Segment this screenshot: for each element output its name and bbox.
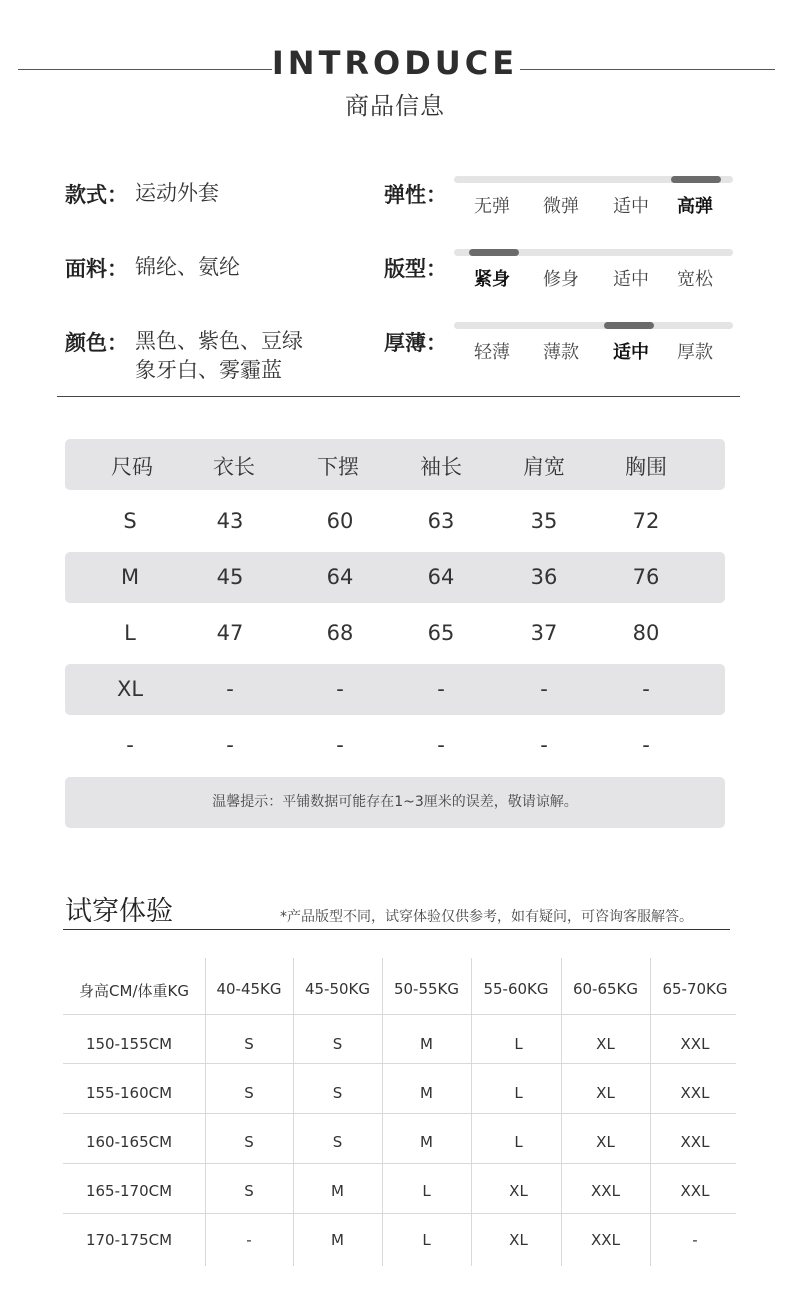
fit-table-header: 40-45KG: [216, 980, 282, 998]
fit-table-col-rule: [471, 958, 472, 1266]
fit-table-cell: M: [420, 1035, 433, 1053]
thickness-option: 薄款: [543, 342, 579, 363]
fit-table-header: 45-50KG: [304, 980, 371, 998]
fit-table-cell: XL: [509, 1231, 528, 1249]
fit-table-header: 50-55KG: [393, 980, 460, 998]
fit-section-rule: [63, 929, 730, 930]
color-label: 颜色：: [65, 331, 128, 355]
elasticity-label: 弹性：: [384, 183, 447, 207]
size-table-cell: 47: [216, 621, 244, 645]
fit-table-header: 身高CM/体重KG: [79, 982, 189, 1000]
size-table-header: 尺码: [111, 455, 153, 479]
size-table-cell: 65: [427, 621, 455, 645]
fit-table-cell: 155-160CM: [85, 1084, 173, 1102]
size-table-cell: -: [226, 733, 234, 757]
fit-table-cell: S: [332, 1084, 343, 1102]
size-table-header: 衣长: [213, 455, 255, 479]
cut-option: 修身: [543, 269, 579, 290]
size-table-cell: 45: [216, 565, 244, 589]
fit-table-cell: XXL: [680, 1133, 710, 1151]
fit-table-cell: S: [244, 1133, 254, 1151]
fit-table-cell: S: [244, 1084, 254, 1102]
fit-table-cell: 170-175CM: [85, 1231, 173, 1249]
fit-table-cell: XL: [596, 1035, 615, 1053]
cut-indicator: [469, 249, 519, 256]
page-subtitle: 商品信息: [345, 92, 445, 120]
size-table-cell: -: [126, 733, 134, 757]
size-table-cell: 64: [326, 565, 354, 589]
fit-section-note: *产品版型不同，试穿体验仅供参考，如有疑问，可咨询客服解答。: [280, 909, 693, 925]
fit-table-cell: S: [332, 1035, 343, 1053]
size-table-cell: -: [437, 677, 445, 701]
fit-table-cell: M: [331, 1231, 344, 1249]
elasticity-indicator: [671, 176, 721, 183]
size-table-cell: 60: [326, 509, 354, 533]
size-table-cell: L: [124, 621, 136, 645]
size-table-cell: -: [642, 733, 650, 757]
fit-table-cell: 150-155CM: [85, 1035, 173, 1053]
fit-table-cell: XXL: [591, 1182, 620, 1200]
fabric-value: 锦纶、氨纶: [135, 255, 240, 279]
fit-table-cell: M: [420, 1133, 433, 1151]
fit-table-col-rule: [205, 958, 206, 1266]
color-value-line2: 象牙白、雾霾蓝: [135, 358, 282, 382]
fit-table-cell: XXL: [591, 1231, 620, 1249]
size-table-cell: -: [336, 677, 344, 701]
fit-table-cell: 160-165CM: [85, 1133, 173, 1151]
size-table-cell: 64: [427, 565, 455, 589]
size-table-header: 袖长: [420, 455, 462, 479]
fit-table-cell: L: [514, 1035, 523, 1053]
fit-table-rule: [63, 1113, 736, 1114]
elasticity-option: 适中: [613, 196, 649, 217]
fit-table-rule: [63, 1014, 736, 1015]
thickness-indicator: [604, 322, 654, 329]
size-table-cell: -: [437, 733, 445, 757]
size-table-cell: -: [642, 677, 650, 701]
size-table-cell: -: [540, 677, 548, 701]
elasticity-scale: [454, 176, 733, 183]
thickness-option: 轻薄: [474, 342, 510, 363]
size-table-cell: -: [540, 733, 548, 757]
fit-table-cell: 165-170CM: [85, 1182, 173, 1200]
size-table-header: 胸围: [625, 455, 667, 479]
size-table-cell: -: [226, 677, 234, 701]
size-table-cell: 72: [632, 509, 660, 533]
size-table-cell: 36: [530, 565, 558, 589]
elasticity-option: 无弹: [474, 196, 510, 217]
fit-table-cell: M: [331, 1182, 344, 1200]
size-table-header: 下摆: [317, 455, 359, 479]
fit-table-header: 65-70KG: [662, 980, 728, 998]
thickness-scale: [454, 322, 733, 329]
fit-table-cell: S: [244, 1035, 254, 1053]
cut-label: 版型：: [384, 257, 447, 281]
color-value-line1: 黑色、紫色、豆绿: [135, 329, 303, 353]
fit-table-cell: XL: [509, 1182, 528, 1200]
size-table-cell: 37: [530, 621, 558, 645]
measurement-tip: 温馨提示：平铺数据可能存在1~3厘米的误差，敬请谅解。: [65, 777, 725, 828]
fit-table-col-rule: [561, 958, 562, 1266]
cut-option: 适中: [613, 269, 649, 290]
cut-option: 宽松: [677, 269, 713, 290]
fit-table-cell: XXL: [680, 1182, 710, 1200]
fit-table-cell: XXL: [680, 1035, 710, 1053]
size-table-header: 肩宽: [523, 455, 565, 479]
elasticity-option-selected: 高弹: [677, 196, 713, 217]
fit-table-col-rule: [382, 958, 383, 1266]
page-title: INTRODUCE: [271, 44, 519, 82]
fit-table-cell: XXL: [680, 1084, 710, 1102]
cut-option-selected: 紧身: [474, 269, 510, 290]
fit-table-col-rule: [293, 958, 294, 1266]
size-table-cell: XL: [116, 677, 144, 701]
fit-table-cell: L: [422, 1231, 431, 1249]
fit-table-cell: -: [692, 1231, 698, 1249]
style-value: 运动外套: [135, 181, 219, 205]
size-table-cell: 43: [216, 509, 244, 533]
size-table-cell: 63: [427, 509, 455, 533]
size-table-cell: -: [336, 733, 344, 757]
fit-table-rule: [63, 1163, 736, 1164]
size-table-cell: 68: [326, 621, 354, 645]
style-label: 款式：: [65, 183, 128, 207]
fit-table-cell: S: [332, 1133, 343, 1151]
fit-table-rule: [63, 1063, 736, 1064]
thickness-label: 厚薄：: [384, 331, 447, 355]
size-table-cell: 76: [632, 565, 660, 589]
fit-table-cell: L: [514, 1133, 523, 1151]
size-table-cell: 35: [530, 509, 558, 533]
fit-table-header: 55-60KG: [483, 980, 549, 998]
thickness-option: 厚款: [677, 342, 713, 363]
elasticity-option: 微弹: [543, 196, 579, 217]
fabric-label: 面料：: [65, 257, 128, 281]
fit-table-cell: L: [514, 1084, 523, 1102]
fit-table-cell: M: [420, 1084, 433, 1102]
fit-table-cell: XL: [596, 1133, 615, 1151]
fit-table-cell: S: [244, 1182, 254, 1200]
section-divider: [57, 396, 740, 397]
size-table-cell: M: [120, 565, 140, 589]
fit-table-col-rule: [650, 958, 651, 1266]
size-table-cell: 80: [632, 621, 660, 645]
fit-table-cell: L: [422, 1182, 431, 1200]
size-table-cell: S: [123, 509, 137, 533]
fit-table-rule: [63, 1213, 736, 1214]
fit-table-cell: XL: [596, 1084, 615, 1102]
fit-section-title: 试穿体验: [65, 896, 173, 927]
cut-scale: [454, 249, 733, 256]
fit-table-header: 60-65KG: [572, 980, 639, 998]
fit-table-cell: -: [246, 1231, 252, 1249]
thickness-option-selected: 适中: [613, 342, 649, 363]
